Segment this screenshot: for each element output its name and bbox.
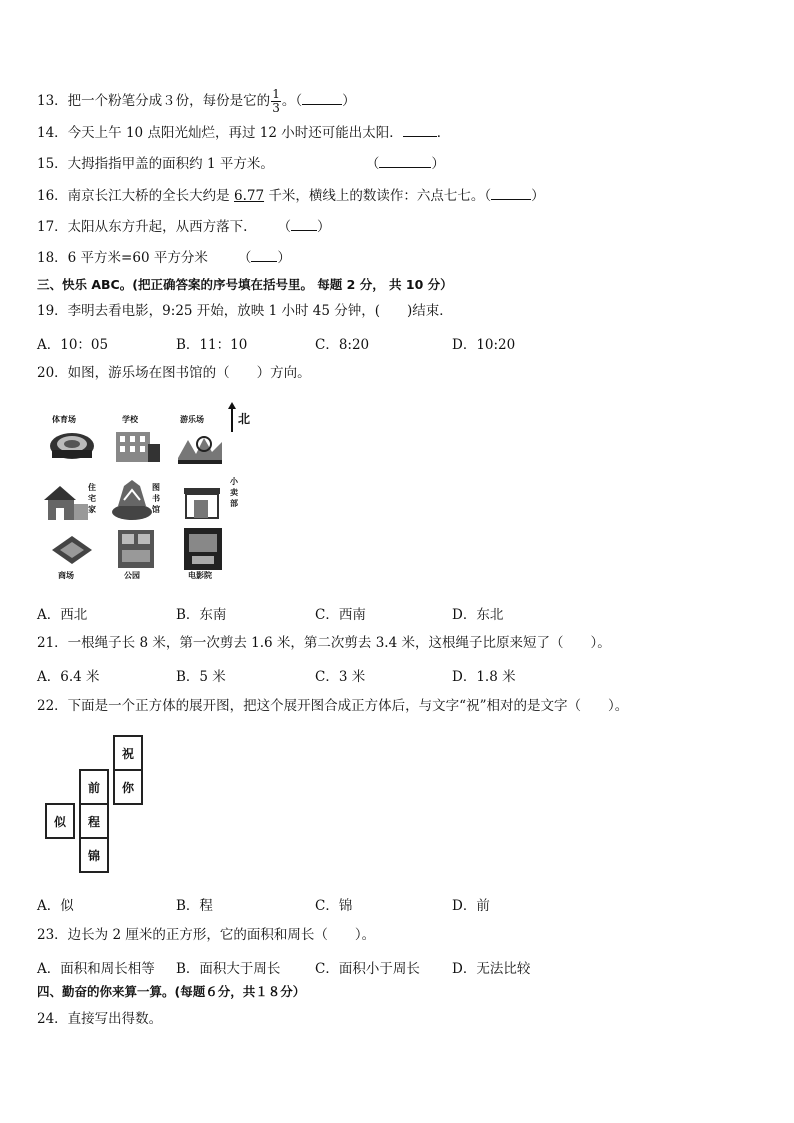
map-label-amusement-park: 游乐场 [180,415,204,424]
question-24: 24．直接写出得数。 [37,1011,163,1027]
q23-option-d[interactable]: D．无法比较 [452,961,531,977]
school-icon [110,424,162,472]
q20-option-a[interactable]: A．西北 [37,607,88,623]
q15-paren-open: （ [365,156,380,172]
map-label-stadium: 体育场 [52,415,76,424]
answer-blank[interactable] [491,187,531,200]
question-23: 23．边长为 2 厘米的正方形，它的面积和周长（ ）。 [37,927,376,943]
section-3-heading: 三、快乐 ABC。(把正确答案的序号填在括号里。 每题 2 分， 共 10 分） [37,277,453,292]
q16-text-after: 千米，横线上的数读作：六点七七。（ [264,188,492,204]
map-label-shop: 小卖部 [230,477,238,508]
fraction-one-third [271,88,281,115]
q18-paren-open: （ [237,250,252,266]
q14-end: ． [436,125,451,141]
cube-face-zhu: 祝 [113,735,143,771]
map-label-library: 图书馆 [152,483,160,514]
q17-paren-open: （ [277,219,291,235]
cube-face-qian: 前 [79,769,109,805]
answer-blank[interactable] [403,124,437,137]
q22-option-c[interactable]: C．锦 [315,898,353,914]
shop-icon [180,480,232,528]
question-19: 19．李明去看电影，9:25 开始，放映 1 小时 45 分钟，( )结束． [37,303,453,319]
q13-paren-open: 。（ [281,93,303,109]
answer-blank[interactable] [291,218,317,231]
q15-text: 15．大拇指指甲盖的面积约 1 平方米。 [37,156,274,172]
north-label: 北 [238,412,251,426]
answer-blank[interactable] [302,92,342,105]
cube-face-jin: 锦 [79,837,109,873]
q17-text: 17．太阳从东方升起，从西方落下. [37,219,248,235]
q20-option-d[interactable]: D．东北 [452,607,504,623]
cube-face-si: 似 [45,803,75,839]
mall-icon [46,528,98,576]
answer-blank[interactable] [379,155,431,168]
cube-face-cheng: 程 [79,803,109,839]
question-14 [37,124,450,142]
fraction-denominator: 3 [272,101,280,115]
question-13 [37,88,356,115]
fraction-numerator: 1 [272,87,280,101]
answer-blank[interactable] [251,249,277,262]
q14-text: 14．今天上午 10 点阳光灿烂，再过 12 小时还可能出太阳． [37,125,403,141]
q18-paren-close: ） [277,250,291,266]
question-16 [37,187,545,205]
q22-option-d[interactable]: D．前 [452,898,490,914]
map-label-cinema: 电影院 [188,571,212,580]
question-18 [37,249,291,267]
question-15 [37,155,445,173]
q23-option-c[interactable]: C．面积小于周长 [315,961,420,977]
question-21: 21．一根绳子长 8 米，第一次剪去 1.6 米，第二次剪去 3.4 米，这根绳子比原来短了（ ）。 [37,635,611,651]
q22-option-b[interactable]: B．程 [176,898,213,914]
q21-option-c[interactable]: C．3 米 [315,669,366,685]
park-icon [112,526,164,574]
q18-text: 18．6 平方米=60 平方分米 [37,250,208,266]
q23-option-b[interactable]: B．面积大于周长 [176,961,281,977]
map-label-park: 公园 [124,571,140,580]
map-label-school: 学校 [122,415,138,424]
stadium-icon [46,424,98,472]
q20-option-c[interactable]: C．西南 [315,607,366,623]
question-17 [37,218,330,236]
cube-net-figure [45,735,155,875]
underlined-number: 6.77 [233,188,265,204]
residence-icon [40,480,92,528]
map-figure [40,400,260,590]
q17-paren-close: ） [316,219,331,235]
q22-option-a[interactable]: A．似 [37,898,74,914]
map-label-residence: 住宅家 [88,483,96,514]
q20-option-b[interactable]: B．东南 [176,607,227,623]
q13-text: 13．把一个粉笔分成３份，每份是它的 [37,93,271,109]
q21-option-b[interactable]: B．5 米 [176,669,226,685]
q23-option-a[interactable]: A．面积和周长相等 [37,961,155,977]
q16-text: 16．南京长江大桥的全长大约是 [37,188,234,204]
q13-paren-close: ） [342,93,356,109]
cube-face-ni: 你 [113,769,143,805]
q19-option-a[interactable]: A．10：05 [37,337,109,353]
q16-paren-close: ） [531,188,545,204]
section-4-heading: 四、勤奋的你来算一算。(每题６分，共１８分） [37,984,306,999]
q19-option-c[interactable]: C．8:20 [315,337,370,353]
q21-option-a[interactable]: A．6.4 米 [37,669,100,685]
q21-option-d[interactable]: D．1.8 米 [452,669,516,685]
q19-option-d[interactable]: D．10:20 [452,337,516,353]
question-20: 20．如图，游乐场在图书馆的（ ）方向。 [37,365,311,381]
q15-paren-close: ） [431,156,445,172]
q19-option-b[interactable]: B．11：10 [176,337,248,353]
question-22: 22．下面是一个正方体的展开图，把这个展开图合成正方体后，与文字“祝”相对的是文字（ ）。 [37,698,629,714]
cinema-icon [180,526,232,574]
map-label-mall: 商场 [58,571,74,580]
amusement-park-icon [174,424,226,472]
